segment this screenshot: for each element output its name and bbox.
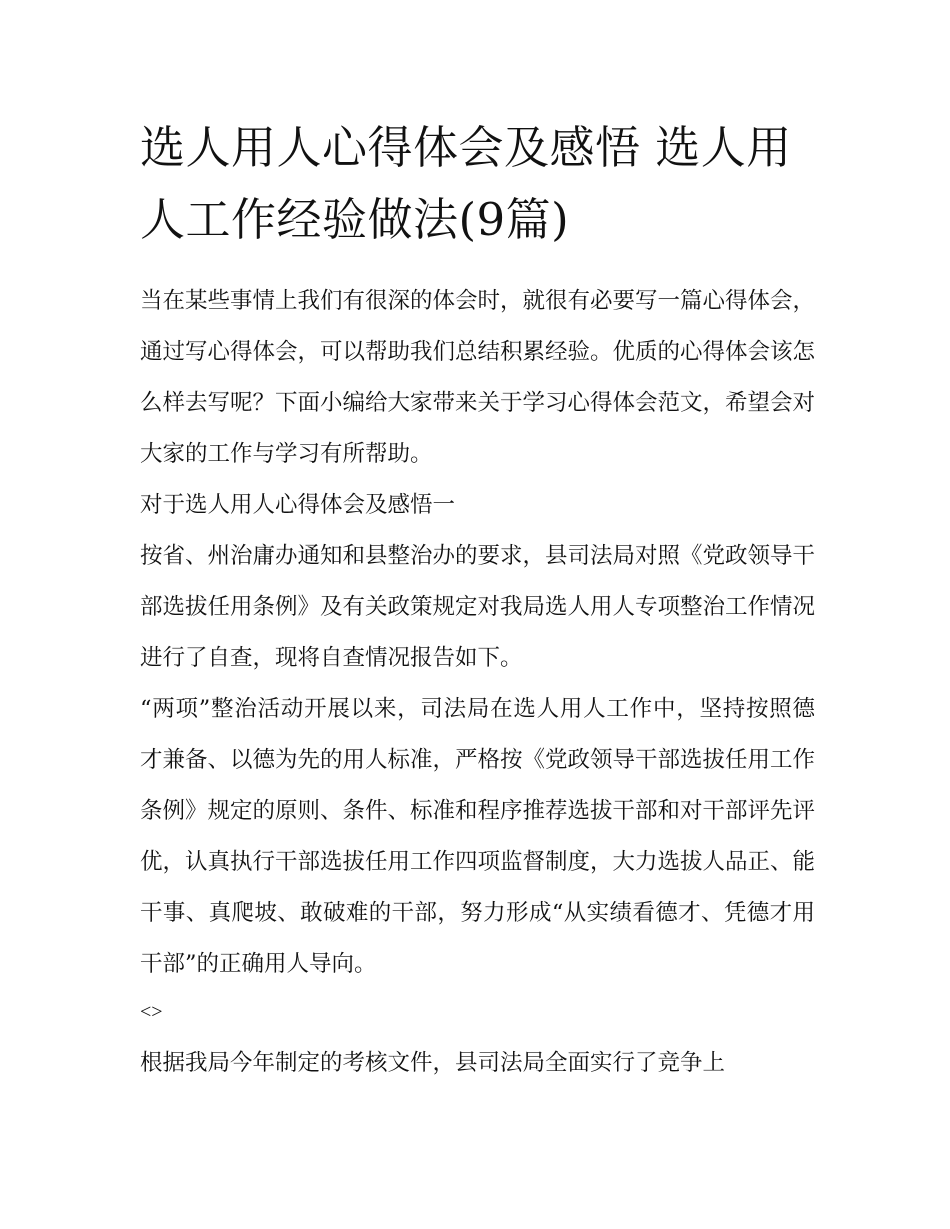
- body-paragraph-1: 按省、州治庸办通知和县整治办的要求，县司法局对照《党政领导干部选拔任用条例》及有关政策规定对我局选人用人专项整治工作情况进行了自查，现将自查情况报告如下。: [140, 543, 816, 671]
- placeholder-marker: <>: [140, 1001, 163, 1023]
- intro-paragraph: 当在某些事情上我们有很深的体会时，就很有必要写一篇心得体会，通过写心得体会，可以帮助我们总结积累经验。优质的心得体会该怎么样去写呢？下面小编给大家带来关于学习心得体会范文，希望会对大家的工作与学习有所帮助。: [140, 288, 816, 467]
- section-heading: 对于选人用人心得体会及感悟一: [140, 492, 456, 518]
- closing-paragraph: 根据我局今年制定的考核文件，县司法局全面实行了竞争上: [140, 1050, 726, 1076]
- document-title: 选人用人心得体会及感悟 选人用人工作经验做法(9篇): [140, 121, 792, 246]
- document-page: [140, 112, 815, 1089]
- body-paragraph-2: “两项”整治活动开展以来，司法局在选人用人工作中，坚持按照德才兼备、以德为先的用人标准，严格按《党政领导干部选拔任用工作条例》规定的原则、条件、标准和程序推荐选拔干部和对干部评先评优，认真执行干部选拔任用工作四项监督制度，大力选拔人品正、能干事、真爬坡、敢破难的干部，努力形成“从实绩看德才、凭德才用干部”的正确用人导向。: [140, 696, 816, 977]
